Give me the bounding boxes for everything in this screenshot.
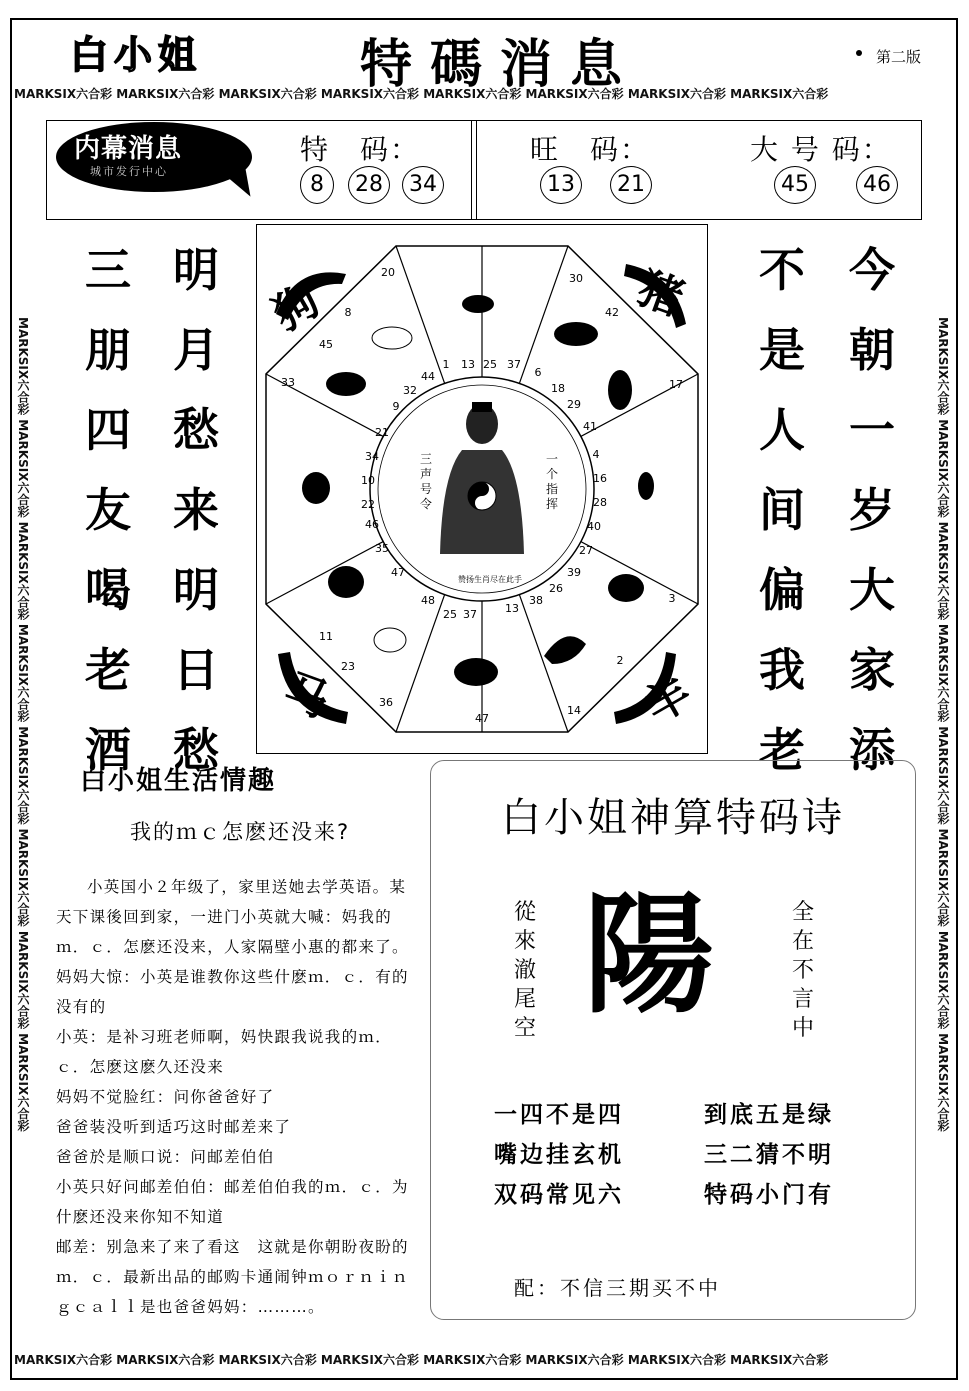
wheel-number: 40: [587, 520, 601, 533]
wheel-number: 36: [379, 696, 393, 709]
poem-char: 是: [759, 323, 805, 377]
big-code-label: 大 号 码：: [750, 133, 892, 166]
tiger-icon: [608, 370, 632, 410]
poem-char: 朋: [85, 323, 131, 377]
te-code-ball: 8: [300, 166, 334, 204]
wheel-center-right-text: 一个指挥: [546, 452, 559, 511]
wheel-number: 30: [569, 272, 583, 285]
wheel-center-left-text: 三声号令: [420, 452, 433, 511]
wheel-number: 28: [593, 496, 607, 509]
rat-icon: [462, 295, 494, 313]
poem-line: 三二猜不明: [704, 1142, 834, 1168]
brand-strip-top: MARKSIX六合彩 MARKSIX六合彩 MARKSIX六合彩 MARKSIX六合彩 MARKSIX六合彩 MARKSIX六合彩 MARKSIX六合彩 MARKSIX六合彩: [14, 87, 829, 101]
wang-code-ball: 13: [540, 166, 582, 204]
poem-char: 日: [173, 643, 219, 697]
story-paragraph: 妈妈不觉脸红：问你爸爸好了: [56, 1088, 275, 1106]
poem-panel: [430, 760, 916, 1320]
wheel-number: 23: [341, 660, 355, 673]
wheel-number: 46: [365, 518, 379, 531]
page-title: 特碼消息: [359, 35, 640, 95]
wheel-number: 48: [421, 594, 435, 607]
wheel-number: 33: [281, 376, 295, 389]
ox-icon: [554, 322, 598, 346]
poem-char: 喝: [85, 563, 131, 617]
wheel-number: 25: [483, 358, 497, 371]
story-paragraph: 小英：是补习班老师啊，妈快跟我说我的ｍ．ｃ．怎麽这麽久还没来: [56, 1028, 393, 1076]
wheel-number: 1: [442, 358, 450, 371]
wheel-number: 47: [391, 566, 405, 579]
wang-code-label: 旺 码：: [530, 133, 651, 166]
wheel-number: 8: [344, 306, 352, 319]
story-paragraph: 小英只好问邮差伯伯：邮差伯伯我的ｍ．ｃ．为什麽还没来你知不知道: [56, 1178, 409, 1226]
goat-icon: [374, 628, 406, 652]
wheel-number: 29: [567, 398, 581, 411]
wheel-number: 14: [567, 704, 581, 717]
poem-big-character: 陽: [584, 878, 715, 1031]
wheel-number: 47: [475, 712, 489, 725]
wheel-number: 25: [443, 608, 457, 621]
story-paragraph: 爸爸於是顺口说：问邮差伯伯: [56, 1148, 275, 1166]
wheel-number: 44: [421, 370, 435, 383]
wheel-number: 39: [567, 566, 581, 579]
wheel-corner-top-left: 狗: [264, 274, 329, 341]
wheel-number: 9: [392, 400, 400, 413]
wheel-number: 6: [534, 366, 542, 379]
poem-char: 三: [85, 243, 131, 297]
poem-char: 来: [173, 483, 219, 537]
wheel-number: 16: [593, 472, 607, 485]
code-panel-divider: [471, 121, 477, 219]
wheel-number: 35: [375, 542, 389, 555]
wheel-number: 13: [505, 602, 519, 615]
wheel-number: 37: [463, 608, 477, 621]
brand-strip-left: MARKSIX六合彩 MARKSIX六合彩 MARKSIX六合彩 MARKSIX六合彩 MARKSIX六合彩 MARKSIX六合彩 MARKSIX六合彩 MARKSIX六合彩: [16, 316, 30, 1132]
wheel-number: 22: [361, 498, 375, 511]
poem-char: 明: [173, 243, 219, 297]
poem-line: 双码常见六: [494, 1182, 624, 1208]
wheel-number: 38: [529, 594, 543, 607]
te-code-ball: 28: [348, 166, 390, 204]
poem-char: 添: [849, 723, 895, 777]
poem-char: 月: [173, 323, 219, 377]
right-poem-col-1: [842, 230, 902, 790]
wheel-number: 20: [381, 266, 395, 279]
poem-right-vertical: 全在不言中: [791, 900, 814, 1041]
te-code-ball: 34: [402, 166, 444, 204]
story-subtitle: 我的ｍｃ怎麽还没来?: [130, 820, 351, 844]
wheel-number: 18: [551, 382, 565, 395]
wheel-number: 10: [361, 474, 375, 487]
wang-code-ball: 21: [610, 166, 652, 204]
brand-strip-bottom: MARKSIX六合彩 MARKSIX六合彩 MARKSIX六合彩 MARKSIX六合彩 MARKSIX六合彩 MARKSIX六合彩 MARKSIX六合彩 MARKSIX六合彩: [14, 1353, 829, 1367]
big-code-ball: 45: [774, 166, 816, 204]
wheel-number: 13: [461, 358, 475, 371]
poem-char: 我: [759, 643, 805, 697]
poem-line: 一四不是四: [494, 1102, 624, 1128]
wheel-number: 32: [403, 384, 417, 397]
poem-char: 明: [173, 563, 219, 617]
wheel-corner-bottom-left: 马: [277, 664, 336, 728]
wheel-number: 4: [592, 448, 600, 461]
poem-left-vertical: 從來澈尾空: [513, 900, 536, 1041]
te-code-label: 特 码：: [300, 133, 421, 166]
wheel-number: 34: [365, 450, 379, 463]
poem-line: 特码小门有: [704, 1182, 834, 1208]
poem-char: 人: [759, 403, 805, 457]
wheel-number: 45: [319, 338, 333, 351]
poem-char: 老: [85, 643, 131, 697]
masthead-brand: 白小姐: [70, 33, 203, 77]
big-code-ball: 46: [856, 166, 898, 204]
poem-char: 大: [849, 563, 895, 617]
wheel-center-bottom-text: 赞扬生肖尽在此手: [458, 575, 522, 584]
pig-icon: [372, 327, 412, 349]
story-title: 白小姐生活情趣: [80, 766, 277, 796]
edition-bullet-icon: [856, 50, 862, 56]
left-poem-col-1: [166, 230, 226, 790]
poem-char: 酒: [85, 723, 131, 777]
poem-char: 愁: [173, 723, 219, 777]
poem-char: 不: [759, 243, 805, 297]
poem-line: 嘴边挂玄机: [494, 1142, 624, 1168]
poem-char: 四: [85, 403, 131, 457]
dragon-icon: [608, 574, 644, 602]
poem-char: 一: [849, 403, 895, 457]
poem-char: 老: [759, 723, 805, 777]
rooster-icon: [302, 472, 330, 504]
story-body: [56, 872, 418, 1322]
poem-char: 间: [759, 483, 805, 537]
wheel-number: 41: [583, 420, 597, 433]
wheel-number: 11: [319, 630, 333, 643]
wheel-number: 26: [549, 582, 563, 595]
left-poem-col-2: [78, 230, 138, 790]
poem-char: 岁: [849, 483, 895, 537]
edition-label: 第二版: [876, 48, 922, 66]
poem-char: 朝: [849, 323, 895, 377]
right-poem-col-2: [752, 230, 812, 790]
wheel-number: 17: [669, 378, 683, 391]
rabbit-icon: [638, 472, 654, 500]
inside-news-subtitle: 城市发行中心: [90, 165, 168, 178]
wheel-number: 21: [375, 426, 389, 439]
story-paragraph: 邮差：别急来了来了看这 这就是你朝盼夜盼的ｍ．ｃ．最新出品的邮购卡通闹钟ｍｏｒｎｉｎｇｃａｌｌ是也爸爸妈妈：………。: [56, 1238, 409, 1316]
poem-title: 白小姐神算特码诗: [501, 795, 845, 841]
poem-char: 偏: [759, 563, 805, 617]
poem-char: 友: [85, 483, 131, 537]
poem-char: 今: [849, 243, 895, 297]
story-paragraph: 爸爸装没听到适巧这时邮差来了: [56, 1118, 292, 1136]
wheel-number: 2: [616, 654, 624, 667]
wheel-number: 27: [579, 544, 593, 557]
snake-icon: [544, 636, 586, 664]
wheel-corner-bottom-right: 羊: [636, 666, 701, 733]
monkey-icon: [328, 566, 364, 598]
story-paragraph: 小英国小２年级了，家里送她去学英语。某天下课後回到家，一进门小英就大喊：妈我的ｍ．ｃ．怎麽还没来，人家隔壁小惠的都来了。妈妈大惊：小英是谁教你这些什麽ｍ．ｃ．有的没有的: [56, 878, 409, 1016]
wheel-corner-top-right: 猪: [631, 262, 690, 326]
horse-icon: [454, 658, 498, 686]
poem-footer: 配：不信三期买不中: [514, 1276, 721, 1300]
wheel-number: 37: [507, 358, 521, 371]
poem-char: 愁: [173, 403, 219, 457]
inside-news-title: 内幕消息: [74, 134, 183, 164]
poem-line: 到底五是绿: [704, 1102, 834, 1128]
wheel-number: 42: [605, 306, 619, 319]
dog-icon: [326, 372, 366, 396]
poem-char: 家: [849, 643, 895, 697]
wheel-number: 3: [668, 592, 676, 605]
brand-strip-right: MARKSIX六合彩 MARKSIX六合彩 MARKSIX六合彩 MARKSIX六合彩 MARKSIX六合彩 MARKSIX六合彩 MARKSIX六合彩 MARKSIX六合彩: [936, 316, 950, 1132]
